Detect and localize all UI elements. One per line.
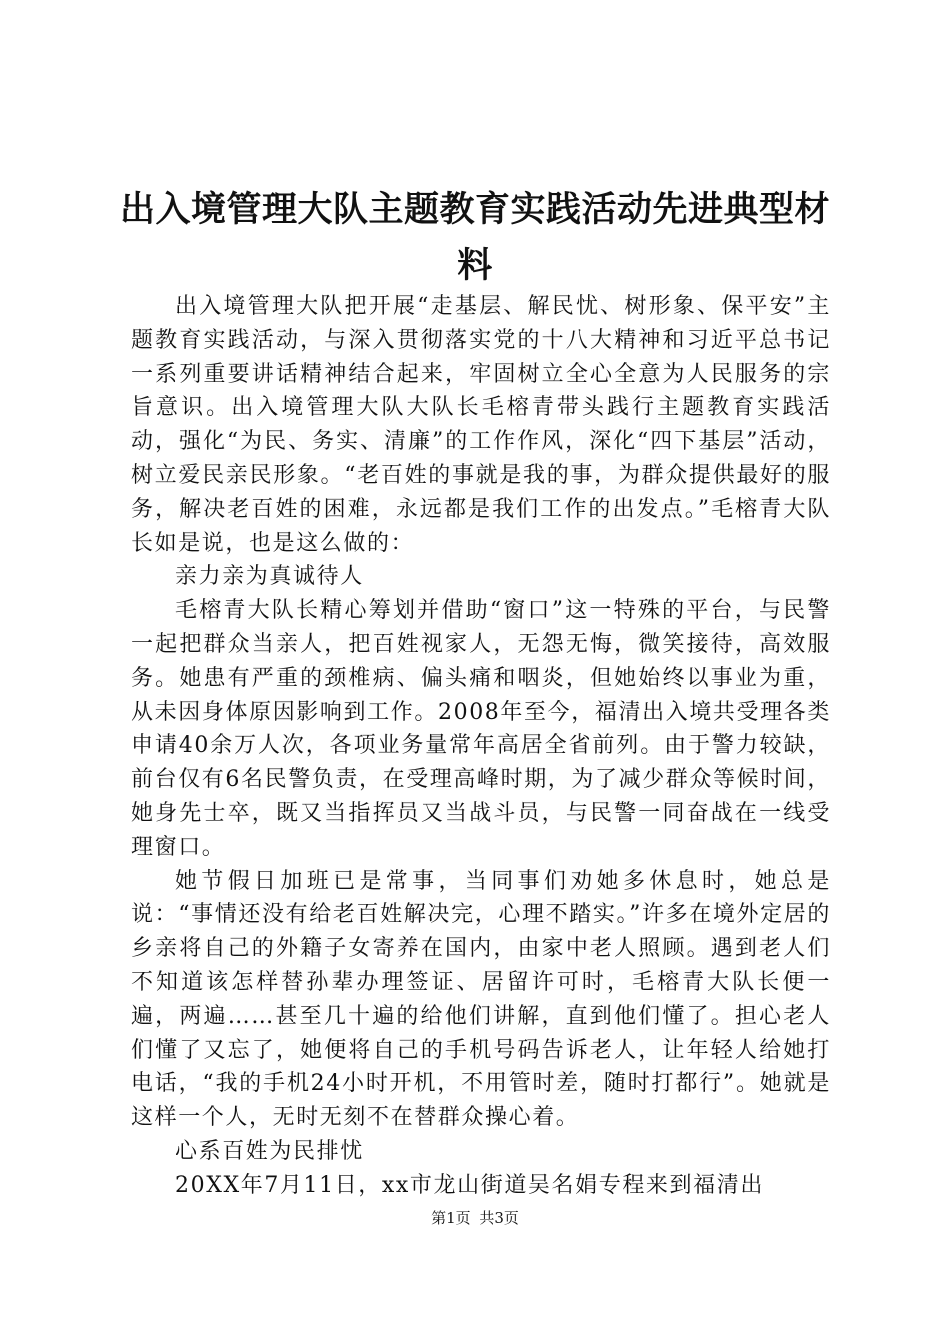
section-heading-2: 心系百姓为民排忧: [175, 1138, 364, 1164]
page-number: 第1页: [431, 1209, 471, 1227]
document-body: [131, 290, 831, 1203]
paragraph-section-1b: 她节假日加班已是常事，当同事们劝她多休息时，她总是说：“事情还没有给老百姓解决完，心理不踏实。”许多在境外定居的乡亲将自己的外籍子女寄养在国内，由家中老人照顾。遇到老人们不知道该怎样替孙辈办理签证、居留许可时，毛榕青大队长便一遍，两遍……甚至几十遍的给他们讲解，直到他们懂了。担心老人们懂了又忘了，她便将自己的手机号码告诉老人，让年轻人给她打电话，“我的手机24小时开机，不用管时差，随时打都行”。她就是这样一个人，无时无刻不在替群众操心着。: [131, 868, 831, 1131]
page-footer: [0, 1208, 950, 1228]
paragraph-section-2a: 20XX年7月11日，xx市龙山街道吴名娟专程来到福清出: [175, 1172, 764, 1198]
page-total: 共3页: [479, 1209, 519, 1227]
paragraph-section-1a: 毛榕青大队长精心筹划并借助“窗口”这一特殊的平台，与民警一起把群众当亲人，把百姓视家人，无怨无悔，微笑接待，高效服务。她患有严重的颈椎病、偏头痛和咽炎，但她始终以事业为重，从未因身体原因影响到工作。2008年至今，福清出入境共受理各类申请40余万人次，各项业务量常年高居全省前列。由于警力较缺，前台仅有6名民警负责，在受理高峰时期，为了减少群众等候时间，她身先士卒，既又当指挥员又当战斗员，与民警一同奋战在一线受理窗口。: [131, 598, 831, 860]
paragraph-intro: 出入境管理大队把开展“走基层、解民忧、树形象、保平安”主题教育实践活动，与深入贯彻落实党的十八大精神和习近平总书记一系列重要讲话精神结合起来，牢固树立全心全意为人民服务的宗旨意识。出入境管理大队大队长毛榕青带头践行主题教育实践活动，强化“为民、务实、清廉”的工作作风，深化“四下基层”活动，树立爱民亲民形象。“老百姓的事就是我的事，为群众提供最好的服务，解决老百姓的困难，永远都是我们工作的出发点。”毛榕青大队长如是说，也是这么做的：: [131, 294, 831, 556]
document-title: 出入境管理大队主题教育实践活动先进典型材料: [119, 189, 830, 286]
section-heading-1: 亲力亲为真诚待人: [175, 564, 364, 590]
